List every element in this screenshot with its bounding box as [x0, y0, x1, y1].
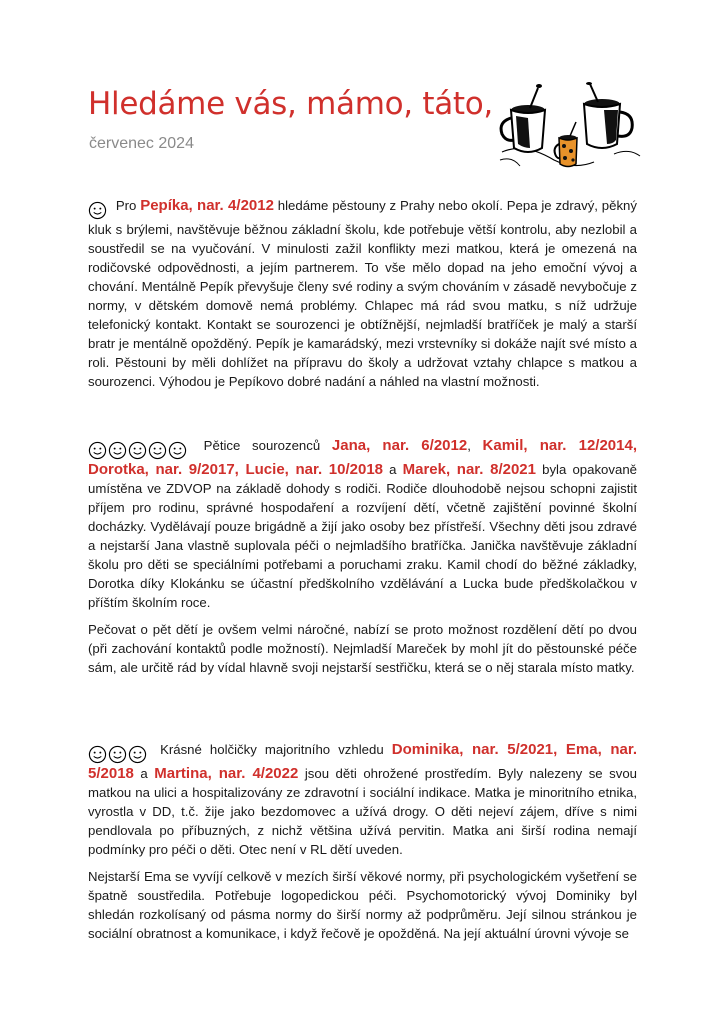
child-profile-three-girls [88, 740, 637, 943]
smiley-face-icon [88, 441, 107, 460]
child-name-highlight: Marek, nar. 8/2021 [402, 461, 536, 479]
smiley-face-icon [128, 441, 147, 460]
child-profile-five-siblings [88, 436, 637, 677]
text-run: Krásné holčičky majoritního vzhledu [152, 742, 392, 757]
smiley-face-icon [108, 441, 127, 460]
smiley-face-icon [108, 745, 127, 764]
profile-paragraph [88, 620, 637, 677]
text-run: jsou děti ohrožené prostředím. Byly nalezeny se svou matkou na ulici a hospitalizovány ze zdravotní i sociální indikace. Matka je minoritního etnika, vyrostla v DD, t.č. žije jako bezdomovec a užívá drogy. O děti nejeví zájem, dříve s nimi pendlovala po příbuzných, z nichž většina užívá pervitin. Matka ani širší rodina nemají podmínky pro péči o děti. Otec není v RL dětí uveden. [88, 766, 638, 858]
smiley-face-icon [128, 745, 147, 764]
child-name-highlight: Kamil, nar. 12/2014, Dorotka, nar. 9/2017, Lucie, nar. 10/2018 [88, 437, 638, 479]
page-subtitle: červenec 2024 [89, 135, 194, 152]
smiley-face-icon [88, 745, 107, 764]
profile-paragraph [88, 740, 637, 859]
text-run: a [133, 766, 155, 782]
smiley-group [88, 200, 108, 220]
smiley-face-icon [148, 441, 167, 460]
text-run: byla opakovaně umístěna ve ZDVOP na základě dohody s rodiči. Rodiče dlouhodobě nejsou schopni zajistit příjem pro rodinu, správné hospodaření a rozvíjení dětí, včetně zajištění povinné školní docházky. Vydělávají pouze brigádně a žijí jako osoby bez přístřeší. Všechny děti jsou zdravé a nejstarší Jana vlastně suplovala péči o nejmladšího bratříčka. Janička navštěvuje základní školu pro děti se speciálními potřebami a poruchami zraku. Kamil chodí do běžné základky, Dorotka díky Klokánku se účastní předškolního vzdělávání a Lucka bude předškolačkou v příštím školním roce. [88, 462, 637, 611]
smiley-face-icon [168, 441, 187, 460]
profile-paragraph [88, 436, 637, 612]
coffee-mugs-illustration [494, 82, 644, 174]
child-name-highlight: Martina, nar. 4/2022 [154, 765, 299, 783]
text-run: a [383, 462, 403, 478]
child-name-highlight: Dominika, nar. 5/2021, Ema, nar. 5/2018 [88, 741, 637, 783]
child-profile-pepik [88, 196, 637, 391]
child-name-highlight: Pepíka, nar. 4/2012 [140, 197, 274, 214]
text-run: hledáme pěstouny z Prahy nebo okolí. Pepa je zdravý, pěkný kluk s brýlemi, navštěvuje běžnou základní školu, kde potřebuje větší kontrolu, aby nezlobil a soustředil se na vyučování. V minulosti zažil konflikty mezi matkou, která je omezená na rodičovské odpovědnosti, a jejím partnerem. To vše mělo dopad na jeho emoční vývoj a chování. Mentálně Pepík převyšuje členy své rodiny a svým chováním v zásadě nevybočuje z normy, v dětském domově nemá problémy. Chlapec má rád svou matku, s níž udržuje telefonický kontakt. Kontakt se sourozenci je obtížnější, nejmladší bratříček je malý a starší bratr je mentálně opožděný. Pepík je kamarádský, mezi vrstevníky si dokáže najít své místo a roli. Pěstouni by měli dohlížet na přípravu do školy a udržovat vztahy chlapce s matkou a sourozenci. Výhodou je Pepíkovo dobré nadání a náhled na vlastní možnosti. [88, 198, 637, 390]
text-run: Pětice sourozenců [192, 438, 332, 453]
text-run: Pro [112, 198, 141, 213]
text-run: Nejstarší Ema se vyvíjí celkově v mezích širší věkové normy, při psychologickém vyšetření se špatně soustředila. Potřebuje logopedickou péči. Psychomotorický vývoj Dominiky byl shledán rozkolísaný od pásma normy do širší normy až podprůměru. Její silnou stránkou je sociální obratnost a komunikace, i když řečově je opožděná. Na její aktuální úrovni vývoje se [88, 869, 637, 942]
smiley-group [88, 440, 188, 460]
profile-paragraph [88, 867, 637, 943]
child-name-highlight: Jana, nar. 6/2012 [331, 437, 468, 454]
page-title: Hledáme vás, mámo, táto, [88, 86, 493, 122]
smiley-group [88, 744, 148, 764]
smiley-face-icon [88, 201, 107, 220]
text-run: , [467, 438, 483, 453]
text-run: Pečovat o pět dětí je ovšem velmi náročné, nabízí se proto možnost rozdělení dětí po dvou (při zachování kontaktů podle možností). Nejmladší Mareček by mohl jít do pěstounské péče sám, ale určitě rád by vídal hlavně svoji nejstarší sestřičku, která se o něj starala místo matky. [88, 622, 637, 676]
profile-paragraph [88, 196, 637, 391]
